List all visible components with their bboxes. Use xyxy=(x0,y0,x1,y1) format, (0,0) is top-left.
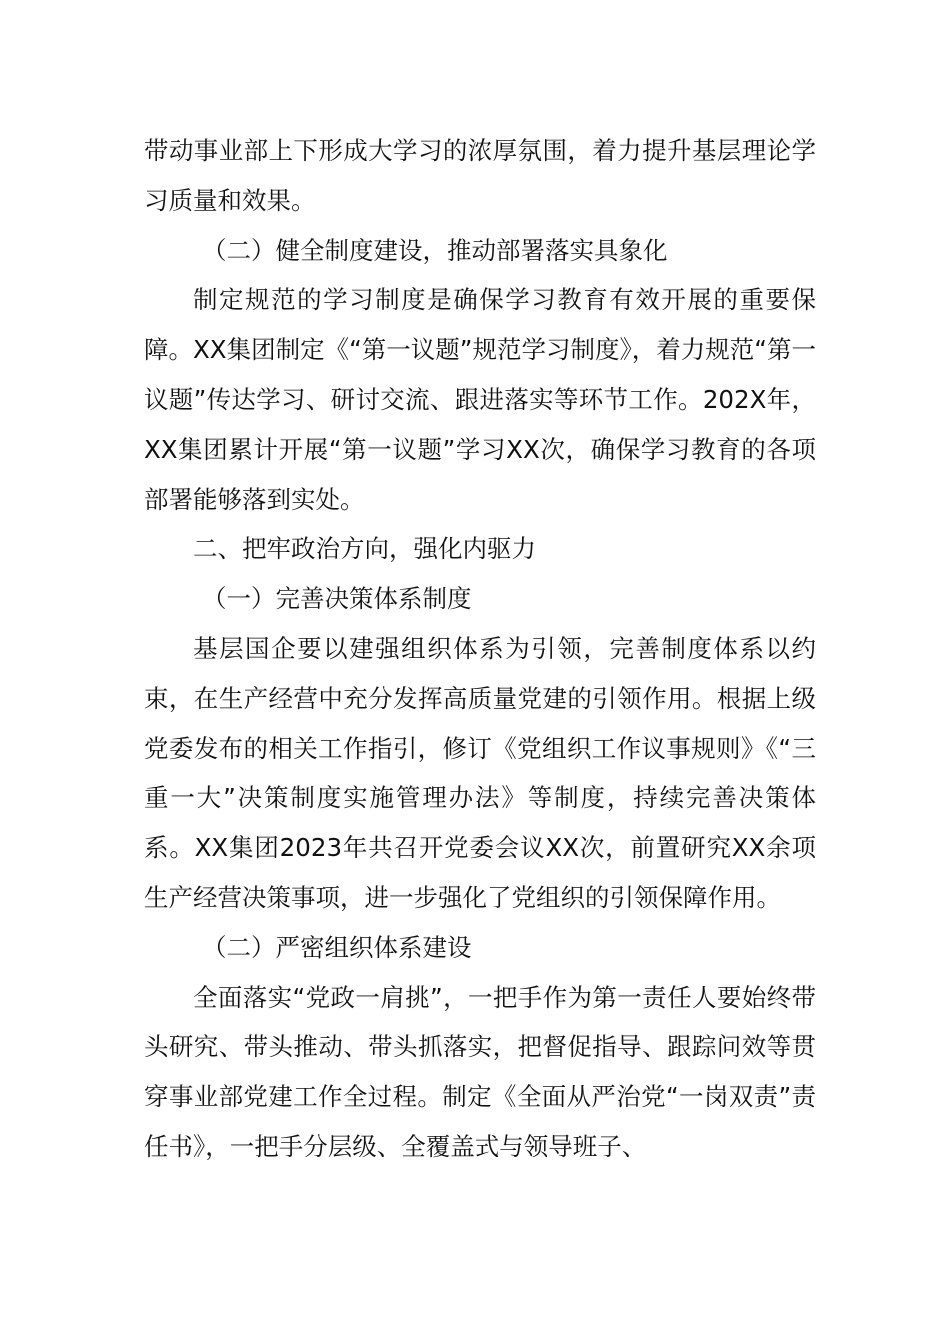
body-paragraph: 基层国企要以建强组织体系为引领，完善制度体系以约束，在生产经营中充分发挥高质量党建的引领作用。根据上级党委发布的相关工作指引，修订《党组织工作议事规则》《“三重一大”决策制度实施管理办法》等制度，持续完善决策体系。XX集团2023年共召开党委会议XX次，前置研究XX余项生产经营决策事项，进一步强化了党组织的引领保障作用。 xyxy=(144,633,816,912)
section-subheading: （二）健全制度建设，推动部署落实具象化 xyxy=(202,235,668,265)
section-subheading: （二）严密组织体系建设 xyxy=(202,932,472,962)
section-heading: 二、把牢政治方向，强化内驱力 xyxy=(193,534,536,564)
body-paragraph: 制定规范的学习制度是确保学习教育有效开展的重要保障。XX集团制定《“第一议题”规范学习制度》，着力规范“第一议题”传达学习、研讨交流、跟进落实等环节工作。202X年，XX集团累计开展“第一议题”学习XX次，确保学习教育的各项部署能够落到实处。 xyxy=(144,285,816,514)
section-subheading: （一）完善决策体系制度 xyxy=(202,584,472,614)
body-paragraph: 全面落实“党政一肩挑”，一把手作为第一责任人要始终带头研究、带头推动、带头抓落实，把督促指导、跟踪问效等贯穿事业部党建工作全过程。制定《全面从严治党“一岗双责”责任书》，一把手分层级、全覆盖式与领导班子、 xyxy=(144,982,816,1161)
document-body xyxy=(144,126,816,1172)
body-paragraph: 带动事业部上下形成大学习的浓厚氛围，着力提升基层理论学习质量和效果。 xyxy=(144,136,816,215)
